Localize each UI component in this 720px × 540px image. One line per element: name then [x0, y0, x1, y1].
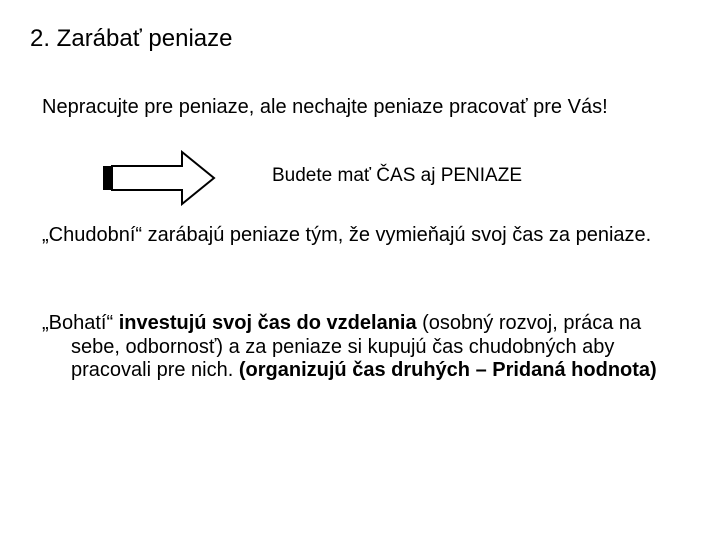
slide-title: 2. Zarábať peniaze	[30, 25, 233, 52]
paragraph-poor	[42, 224, 682, 248]
arrow-caption: Budete mať ČAS aj PENIAZE	[272, 165, 523, 186]
slide-subtitle: Nepracujte pre peniaze, ale nechajte peniaze pracovať pre Vás!	[42, 96, 608, 118]
paragraph-poor-text: „Chudobní“ zarábajú peniaze tým, že vymieňajú svoj čas za peniaze.	[42, 224, 652, 246]
paragraph-rich	[42, 312, 682, 383]
paragraph-rich-intro: „Bohatí“	[42, 312, 119, 334]
paragraph-rich-conclusion: (organizujú čas druhých – Pridaná hodnota)	[238, 359, 657, 381]
paragraph-rich-body: (osobný rozvoj, práca na sebe, odbornosť) a za peniaze si kupujú čas chudobných aby pracovali pre nich.	[71, 312, 642, 381]
paragraph-rich-highlight: investujú svoj čas do vzdelania	[118, 312, 417, 334]
right-arrow-icon	[103, 150, 218, 206]
